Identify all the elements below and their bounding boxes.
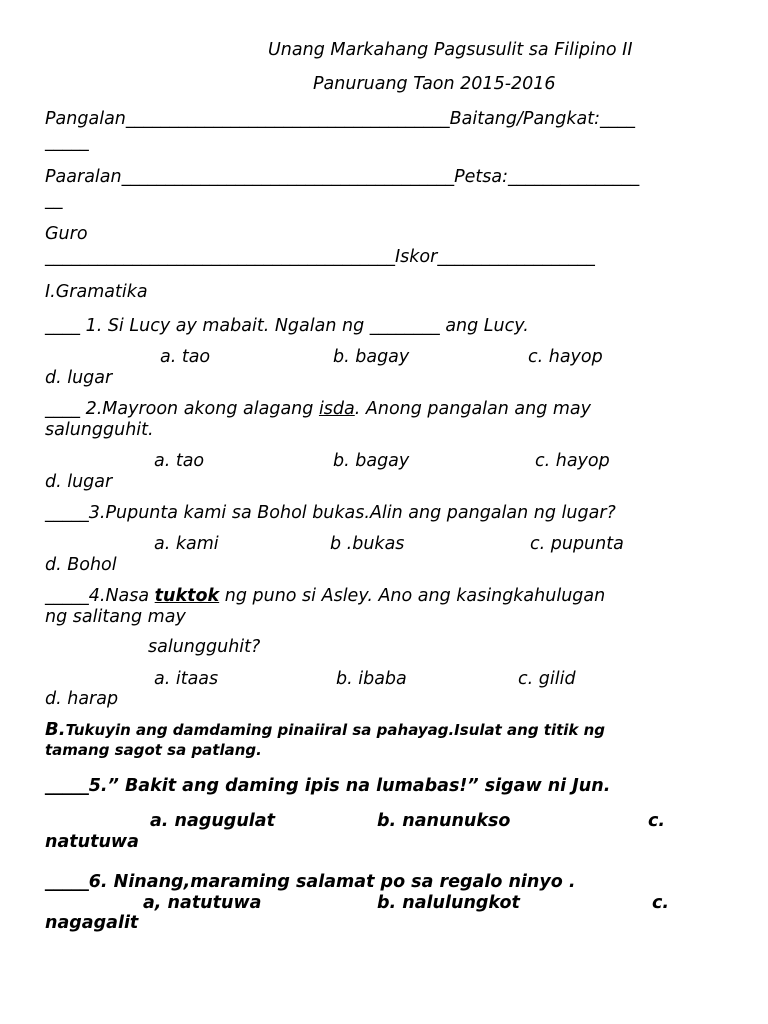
q2-choice-c: c. hayop: [535, 451, 610, 471]
teacher-label: Guro: [45, 224, 88, 244]
school-date-line: Paaralan______________________________________Petsa:_______________: [45, 167, 640, 187]
question-5: _____5.” Bakit ang daming ipis na lumabas!” sigaw ni Jun.: [45, 776, 611, 796]
section-b-instruction-wrap: tamang sagot sa patlang.: [45, 741, 262, 759]
question-6: _____6. Ninang,maraming salamat po sa regalo ninyo .: [45, 872, 576, 892]
section-b-instruction-text: Tukuyin ang damdaming pinaiiral sa pahayag.Isulat ang titik ng: [65, 721, 606, 739]
section-heading-gramatika: I.Gramatika: [45, 282, 148, 302]
q1-choice-b: b. bagay: [333, 347, 410, 367]
q3-choice-b: b .bukas: [330, 534, 405, 554]
question-4-wrap-2: salungguhit?: [148, 637, 261, 657]
q6-choice-b: b. nalulungkot: [377, 893, 520, 913]
question-4-wrap: ng salitang may: [45, 607, 186, 627]
q4-choice-d: d. harap: [45, 689, 119, 709]
q2-suffix: . Anong pangalan ang may: [354, 399, 592, 419]
q4-choice-b: b. ibaba: [336, 669, 407, 689]
q2-choice-d: d. lugar: [45, 472, 113, 492]
q3-choice-c: c. pupunta: [530, 534, 624, 554]
teacher-score-line: ________________________________________Iskor__________________: [45, 247, 595, 267]
q6-choice-c: c.: [652, 893, 670, 913]
q1-choice-a: a. tao: [160, 347, 211, 367]
q6-choice-c-wrap: nagagalit: [45, 913, 139, 933]
q4-underlined-word: tuktok: [154, 586, 220, 606]
q3-choice-a: a. kami: [154, 534, 219, 554]
q1-choice-c: c. hayop: [528, 347, 603, 367]
school-year: Panuruang Taon 2015-2016: [313, 74, 556, 94]
question-1: ____ 1. Si Lucy ay mabait. Ngalan ng ________ ang Lucy.: [45, 316, 529, 336]
q4-choice-c: c. gilid: [518, 669, 576, 689]
q5-choice-c: c.: [648, 811, 666, 831]
q3-choice-d: d. Bohol: [45, 555, 117, 575]
name-grade-line: Pangalan_____________________________________Baitang/Pangkat:____: [45, 109, 635, 129]
q4-suffix: ng puno si Asley. Ano ang kasingkahulugan: [219, 586, 606, 606]
q4-prefix: _____4.Nasa: [45, 586, 155, 606]
q2-underlined-word: isda: [318, 399, 355, 419]
q1-choice-d: d. lugar: [45, 368, 113, 388]
q4-choice-a: a. itaas: [154, 669, 219, 689]
question-2: [45, 399, 591, 419]
q2-choice-a: a. tao: [154, 451, 205, 471]
q5-choice-b: b. nanunukso: [377, 811, 511, 831]
section-b-letter: B.: [45, 719, 66, 740]
q5-choice-c-wrap: natutuwa: [45, 832, 139, 852]
question-4: [45, 586, 605, 606]
q6-choice-a: a, natutuwa: [143, 893, 262, 913]
section-b-instruction: [45, 720, 605, 740]
exam-title: Unang Markahang Pagsusulit sa Filipino II: [268, 40, 633, 60]
name-grade-line-wrap: _____: [45, 132, 89, 152]
q2-prefix: ____ 2.Mayroon akong alagang: [45, 399, 319, 419]
question-2-wrap: salungguhit.: [45, 420, 154, 440]
q5-choice-a: a. nagugulat: [150, 811, 275, 831]
school-date-line-wrap: __: [45, 190, 63, 210]
question-3: _____3.Pupunta kami sa Bohol bukas.Alin ang pangalan ng lugar?: [45, 503, 616, 523]
q2-choice-b: b. bagay: [333, 451, 410, 471]
